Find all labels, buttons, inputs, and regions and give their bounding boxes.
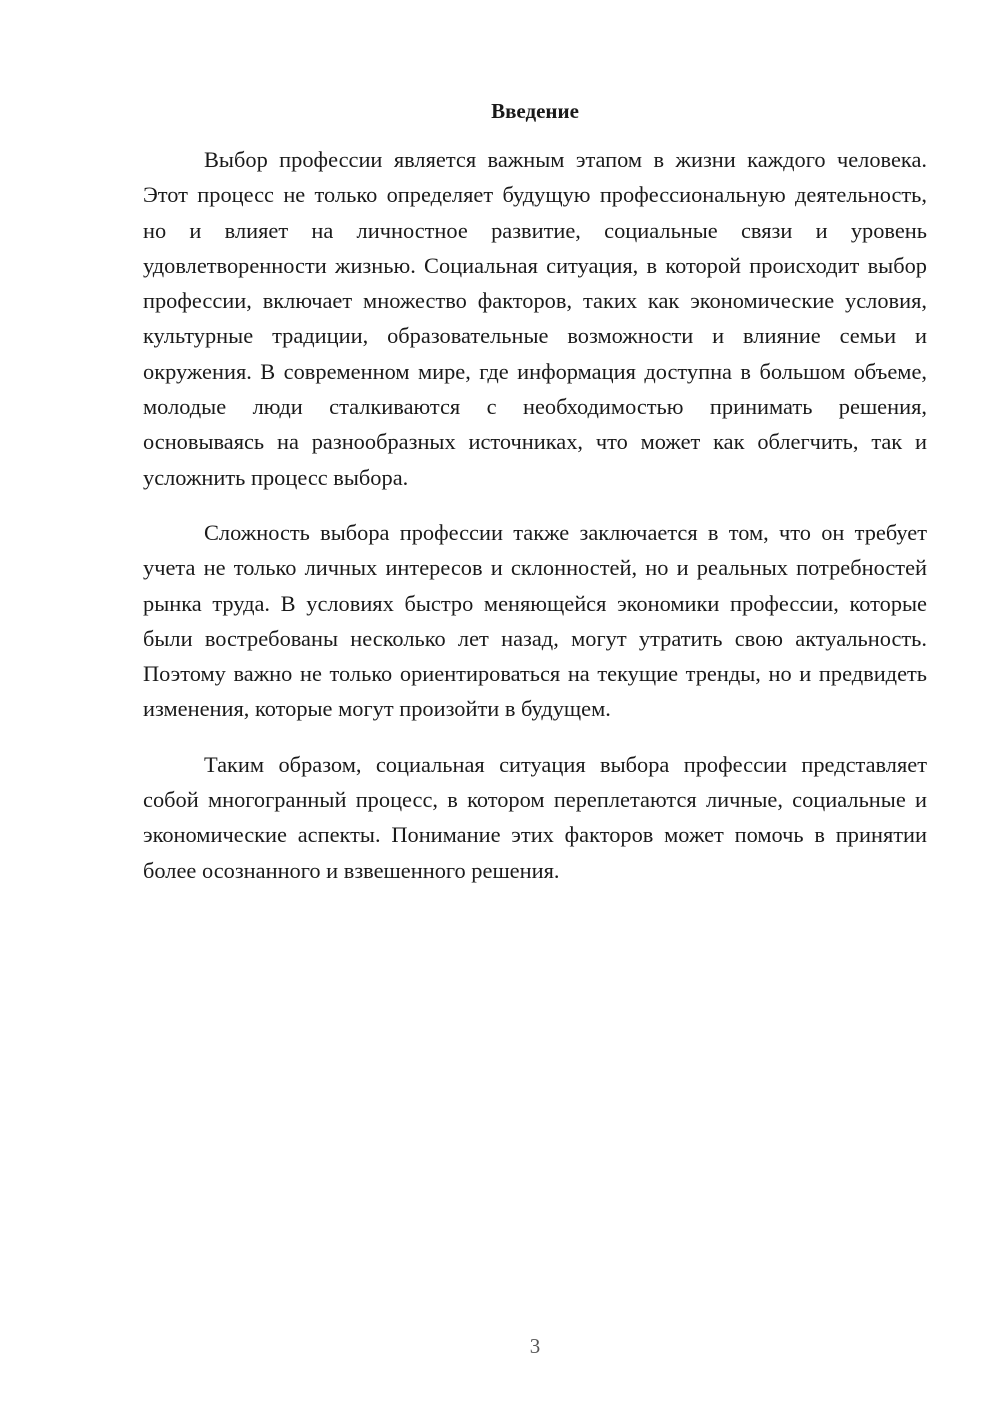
page-content xyxy=(143,98,927,908)
paragraph-1: Выбор профессии является важным этапом в жизни каждого человека. Этот процесс не только определяет будущую профессиональную деятельность, но и влияет на личностное развитие, социальные связи и уровень удовлетворенности жизнью. Социальная ситуация, в которой происходит выбор профессии, включает множество факторов, таких как экономические условия, культурные традиции, образовательные возможности и влияние семьи и окружения. В современном мире, где информация доступна в большом объеме, молодые люди сталкиваются с необходимостью принимать решения, основываясь на разнообразных источниках, что может как облегчить, так и усложнить процесс выбора. xyxy=(143,147,927,490)
paragraph-3: Таким образом, социальная ситуация выбора профессии представляет собой многогранный процесс, в котором переплетаются личные, социальные и экономические аспекты. Понимание этих факторов может помочь в принятии более осознанного и взвешенного решения. xyxy=(143,751,927,883)
paragraph-2: Сложность выбора профессии также заключается в том, что он требует учета не только личных интересов и склонностей, но и реальных потребностей рынка труда. В условиях быстро меняющейся экономики профессии, которые были востребованы несколько лет назад, могут утратить свою актуальность. Поэтому важно не только ориентироваться на текущие тренды, но и предвидеть изменения, которые могут произойти в будущем. xyxy=(143,519,927,722)
section-title: Введение xyxy=(491,99,579,123)
page-number: 3 xyxy=(529,1334,541,1358)
